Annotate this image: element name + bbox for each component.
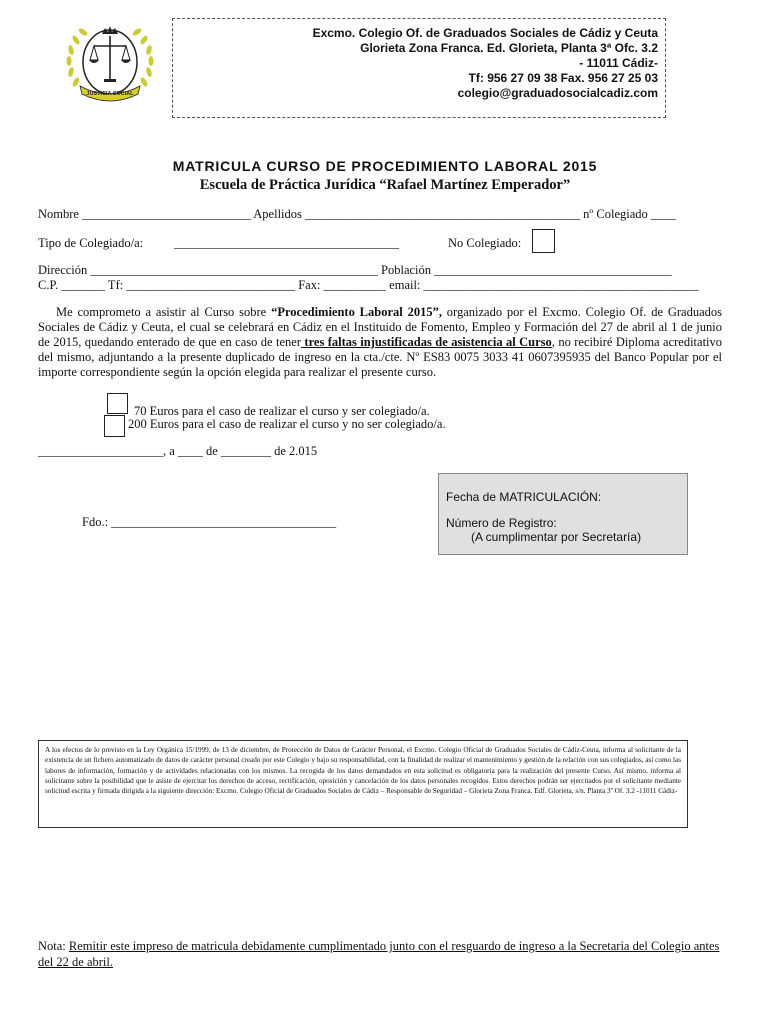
tipo-colegiado-field[interactable]: ____________________________________ xyxy=(174,236,399,250)
paragraph-text-1: Me comprometo a asistir al Curso sobre xyxy=(56,305,272,319)
absence-condition: tres faltas injustificadas de asistencia al Curso xyxy=(300,335,552,349)
registration-number-label: Número de Registro: xyxy=(446,516,557,530)
footnote-text: Remitir este impreso de matricula debidamente cumplimentado junto con el resguardo de ingreso a la Secretaria del Colegio antes del 22 de abril. xyxy=(38,939,720,969)
paragraph-text-3: , no recibiré Diploma acreditativo del mismo, adjuntando a la presente duplicado de ingreso en la cta./cte. Nº ES83 0075 3033 41 0607395935 del Banco Popular por el importe correspondiente según la opción elegida para realizar el presente curso. xyxy=(38,335,723,379)
option-no-colegiado-checkbox[interactable] xyxy=(104,415,125,437)
header-line-email: colegio@graduadosocialcadiz.com xyxy=(457,86,658,100)
header-contact xyxy=(313,26,658,101)
header-line-name: Excmo. Colegio Of. de Graduados Sociales de Cádiz y Ceuta xyxy=(312,26,658,40)
header-line-phone: Tf: 956 27 09 38 Fax. 956 27 25 03 xyxy=(468,71,658,85)
contact-line[interactable]: C.P. _______ Tf: ___________________________ Fax: __________ email: ____________________________________________ xyxy=(38,278,699,292)
footnote xyxy=(38,938,728,970)
direccion-poblacion-line[interactable]: Dirección ______________________________________________ Población ______________________________________ xyxy=(38,263,672,277)
no-colegiado-checkbox[interactable] xyxy=(532,229,555,253)
date-line[interactable]: ____________________, a ____ de ________ de 2.015 xyxy=(38,444,318,458)
signature-line[interactable]: Fdo.: ____________________________________ xyxy=(82,515,337,529)
registration-date-label: Fecha de MATRICULACIÓN: xyxy=(446,490,602,504)
option-colegiado-label: 70 Euros para el caso de realizar el curso y ser colegiado/a. xyxy=(134,404,430,418)
college-seal-logo xyxy=(62,22,158,104)
option-colegiado-checkbox[interactable] xyxy=(107,393,128,414)
paragraph-text-2: organizado por el Excmo. Colegio Of. de Graduados Sociales de Cádiz y Ceuta, el cual se celebrará en Cádiz en el Instituido de Fomento, Empleo y Formación del 27 de abril al 1 de junio de 2015, quedando enterado de que en caso de tener xyxy=(38,305,722,349)
option-no-colegiado-label: 200 Euros para el caso de realizar el curso y no ser colegiado/a. xyxy=(128,417,446,431)
nombre-apellidos-line[interactable]: Nombre ___________________________ Apellidos ____________________________________________ nº Colegiado ____ xyxy=(38,207,676,221)
header-line-address: Glorieta Zona Franca. Ed. Glorieta, Planta 3ª Ofc. 3.2 xyxy=(360,41,658,55)
data-protection-notice: A los efectos de lo previsto en la Ley Orgánica 15/1999, de 13 de diciembre, de Protección de Datos de Carácter Personal, el Excmo. Colegio Oficial de Graduados Sociales de Cádiz-Ceuta, informa al solicitante de la existencia de un fichero automatizado de datos de carácter personal creado por este Colegio y bajo su responsabilidad, con la finalidad de realizar el mantenimiento y gestión de la relación con sus colegiados, así como las labores de información, formación y de actividades relacionadas con los mismos. La recogida de los datos demandados en esta solicitud es obligatoria para la realización del presente Curso. Así mismo, informa al solicitante sobre la posibilidad que le asiste de ejercitar los derechos de acceso, rectificación, oposición y cancelación de los datos personales recogidos. Estos derechos podrán ser ejercitados por el solicitante mediante solicitud escrita y firmada dirigida a la siguiente dirección: Excmo. Colegio Oficial de Graduados Sociales de Cádiz – Responsable de Seguridad – Glorieta Zona Franca. Edf. Glorieta, s/n. Planta 3º Of. 3.2 -11011 Cádiz- xyxy=(38,740,688,828)
header-line-city: - 11011 Cádiz- xyxy=(579,56,658,70)
tipo-colegiado-label: Tipo de Colegiado/a: xyxy=(38,236,144,250)
course-name: “Procedimiento Laboral 2015”, xyxy=(271,305,442,319)
document-subtitle: Escuela de Práctica Jurídica “Rafael Martínez Emperador” xyxy=(199,177,571,193)
no-colegiado-label: No Colegiado: xyxy=(448,236,522,250)
registration-note: (A cumplimentar por Secretaría) xyxy=(471,530,642,544)
logo-ribbon-text: JUSTICIA SOCIAL xyxy=(86,91,134,97)
document-title: MATRICULA CURSO DE PROCEDIMIENTO LABORAL 2015 xyxy=(172,158,598,174)
commitment-paragraph xyxy=(38,305,722,380)
footnote-label: Nota: xyxy=(38,939,66,953)
registration-box xyxy=(438,473,688,555)
